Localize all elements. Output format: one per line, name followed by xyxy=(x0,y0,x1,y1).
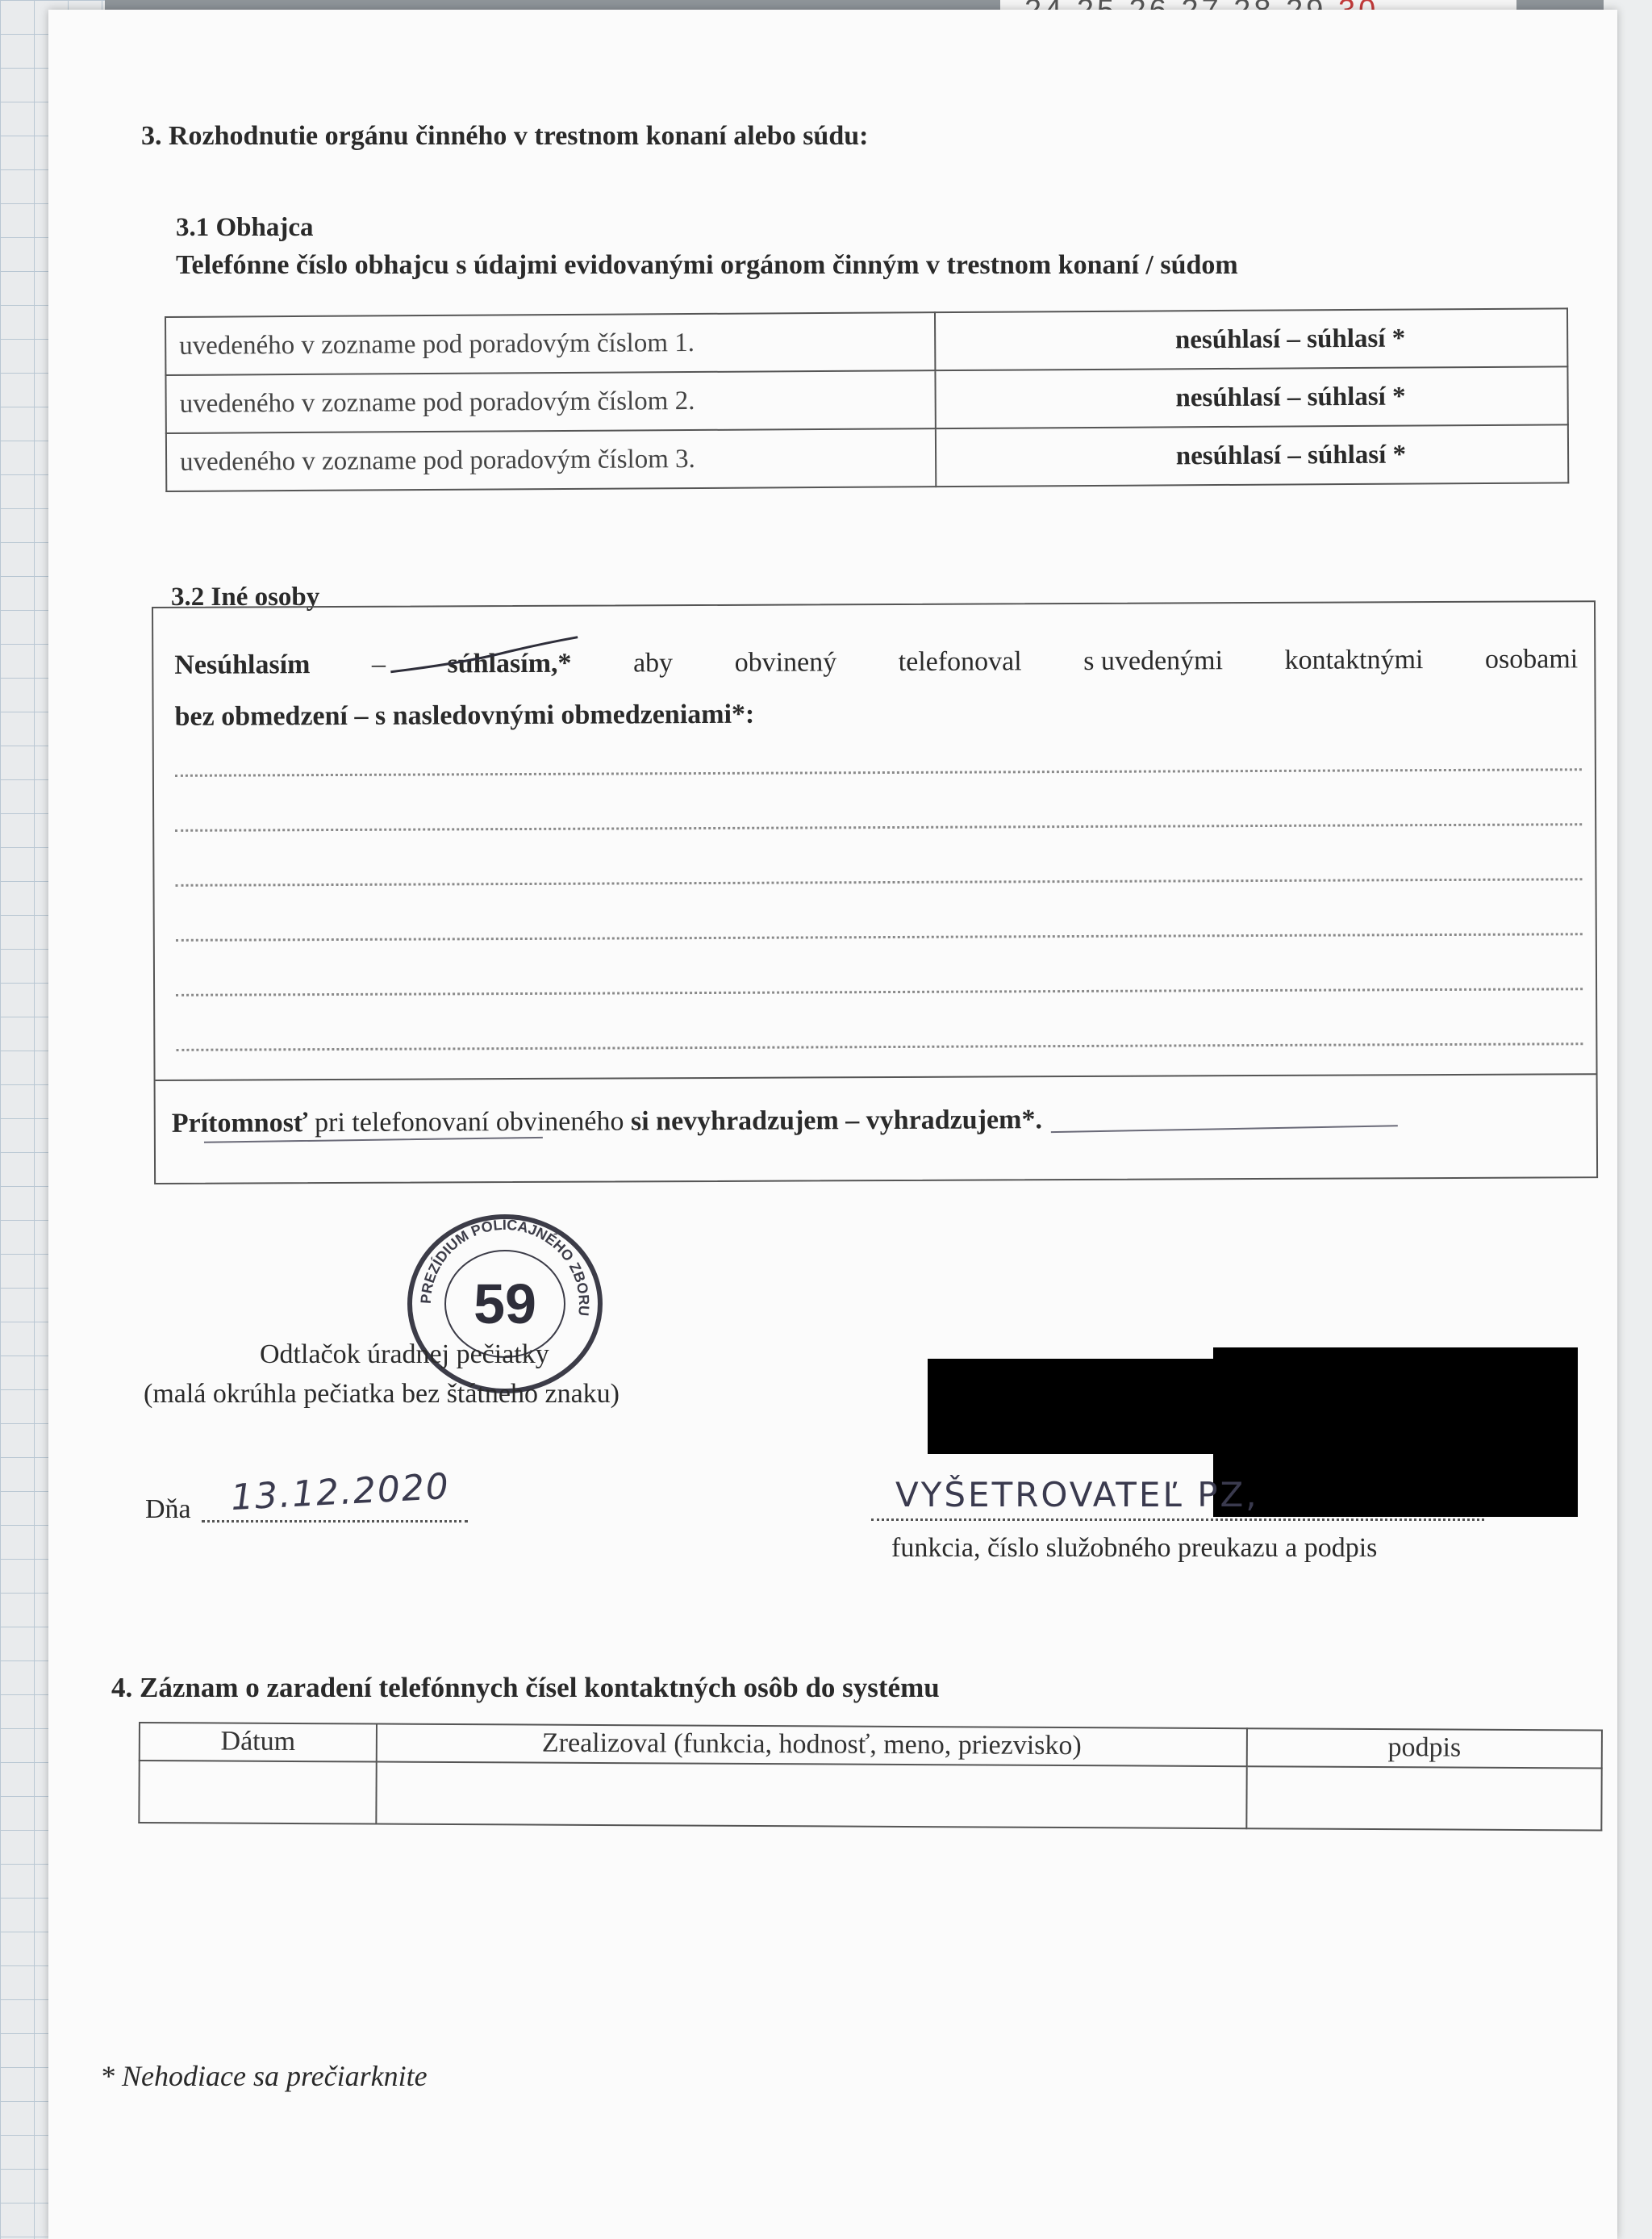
consent-word: s uvedenými xyxy=(1083,645,1224,676)
phone-registration-table xyxy=(138,1722,1603,1832)
redaction-block xyxy=(1213,1347,1578,1517)
table-cell xyxy=(1246,1766,1601,1831)
consent-word-dash: – xyxy=(371,649,386,679)
box-separator xyxy=(156,1073,1596,1081)
presence-text: pri telefonovaní obvineného xyxy=(307,1106,632,1138)
dotted-line xyxy=(175,768,1582,777)
dotted-line xyxy=(176,878,1583,887)
presence-choice: si nevyhradzujem – vyhradzujem*. xyxy=(630,1105,1042,1137)
restriction-line: bez obmedzení – s nasledovnými obmedzeniami*: xyxy=(174,699,755,732)
row-label: uvedeného v zozname pod poradovým číslom 1. xyxy=(165,312,935,375)
handwritten-function: VYŠETROVATEĽ PZ, xyxy=(895,1475,1259,1514)
consent-word: osobami xyxy=(1484,644,1579,675)
section-3-1-title: 3.1 Obhajca xyxy=(176,213,314,242)
stamp-number: 59 xyxy=(473,1272,536,1335)
dotted-line xyxy=(176,933,1583,942)
section-4-title: 4. Záznam o zaradení telefónnych čísel kontaktných osôb do systému xyxy=(111,1672,940,1703)
dotted-line xyxy=(176,1042,1583,1051)
stamp-label: Odtlačok úradnej pečiatky xyxy=(260,1339,549,1369)
handwritten-date: 13.12.2020 xyxy=(229,1465,452,1519)
document-sheet xyxy=(48,10,1617,2239)
date-label: Dňa xyxy=(145,1494,191,1524)
pen-underline xyxy=(204,1119,1414,1149)
date-dotted-line xyxy=(202,1520,468,1523)
table-cell xyxy=(376,1761,1246,1828)
row-label: uvedeného v zozname pod poradovým číslom 2. xyxy=(165,370,935,433)
consent-word-disagree: Nesúhlasím xyxy=(174,650,311,680)
consent-word: aby xyxy=(632,648,674,679)
other-persons-box xyxy=(152,600,1598,1184)
row-label: uvedeného v zozname pod poradovým číslom 3. xyxy=(166,428,936,491)
consent-word: telefonoval xyxy=(898,646,1022,677)
table-cell xyxy=(139,1761,376,1824)
stamp-ring-text: PREZÍDIUM POLICAJNÉHO ZBORU xyxy=(417,1216,593,1317)
table-row xyxy=(165,366,1567,433)
consent-sentence xyxy=(174,644,1578,681)
row-consent-value: nesúhlasí – súhlasí * xyxy=(936,424,1568,487)
dotted-line xyxy=(175,823,1582,832)
strikethrough-scribble xyxy=(387,636,581,677)
signature-label: funkcia, číslo služobného preukazu a podpis xyxy=(891,1533,1378,1563)
table-row xyxy=(139,1761,1601,1831)
redaction-block xyxy=(928,1359,1242,1454)
defense-counsel-table xyxy=(165,307,1569,492)
column-header-realized-by: Zrealizoval (funkcia, hodnosť, meno, priezvisko) xyxy=(377,1724,1247,1766)
consent-word: kontaktnými xyxy=(1284,645,1424,675)
consent-word: obvinený xyxy=(734,647,837,678)
stamp-label-note: (malá okrúhla pečiatka bez štátneho znaku) xyxy=(144,1379,620,1409)
dotted-line xyxy=(176,988,1583,996)
footnote: * Nehodiace sa prečiarknite xyxy=(100,2060,428,2092)
presence-label: Prítomnosť xyxy=(171,1108,308,1138)
column-header-signature: podpis xyxy=(1247,1728,1602,1768)
row-consent-value: nesúhlasí – súhlasí * xyxy=(935,308,1567,370)
phone-number-title: Telefónne číslo obhajcu s údajmi evidovanými orgánom činným v trestnom konaní / súdom xyxy=(176,250,1238,280)
signature-dotted-line xyxy=(871,1518,1484,1521)
table-row xyxy=(165,308,1567,375)
column-header-date: Dátum xyxy=(140,1723,377,1761)
table-row xyxy=(166,424,1568,491)
section-3-2-title: 3.2 Iné osoby xyxy=(171,583,320,612)
row-consent-value: nesúhlasí – súhlasí * xyxy=(935,366,1567,428)
section-3-title: 3. Rozhodnutie orgánu činného v trestnom konaní alebo súdu: xyxy=(141,121,869,151)
consent-word-agree: súhlasím,* xyxy=(447,648,572,679)
